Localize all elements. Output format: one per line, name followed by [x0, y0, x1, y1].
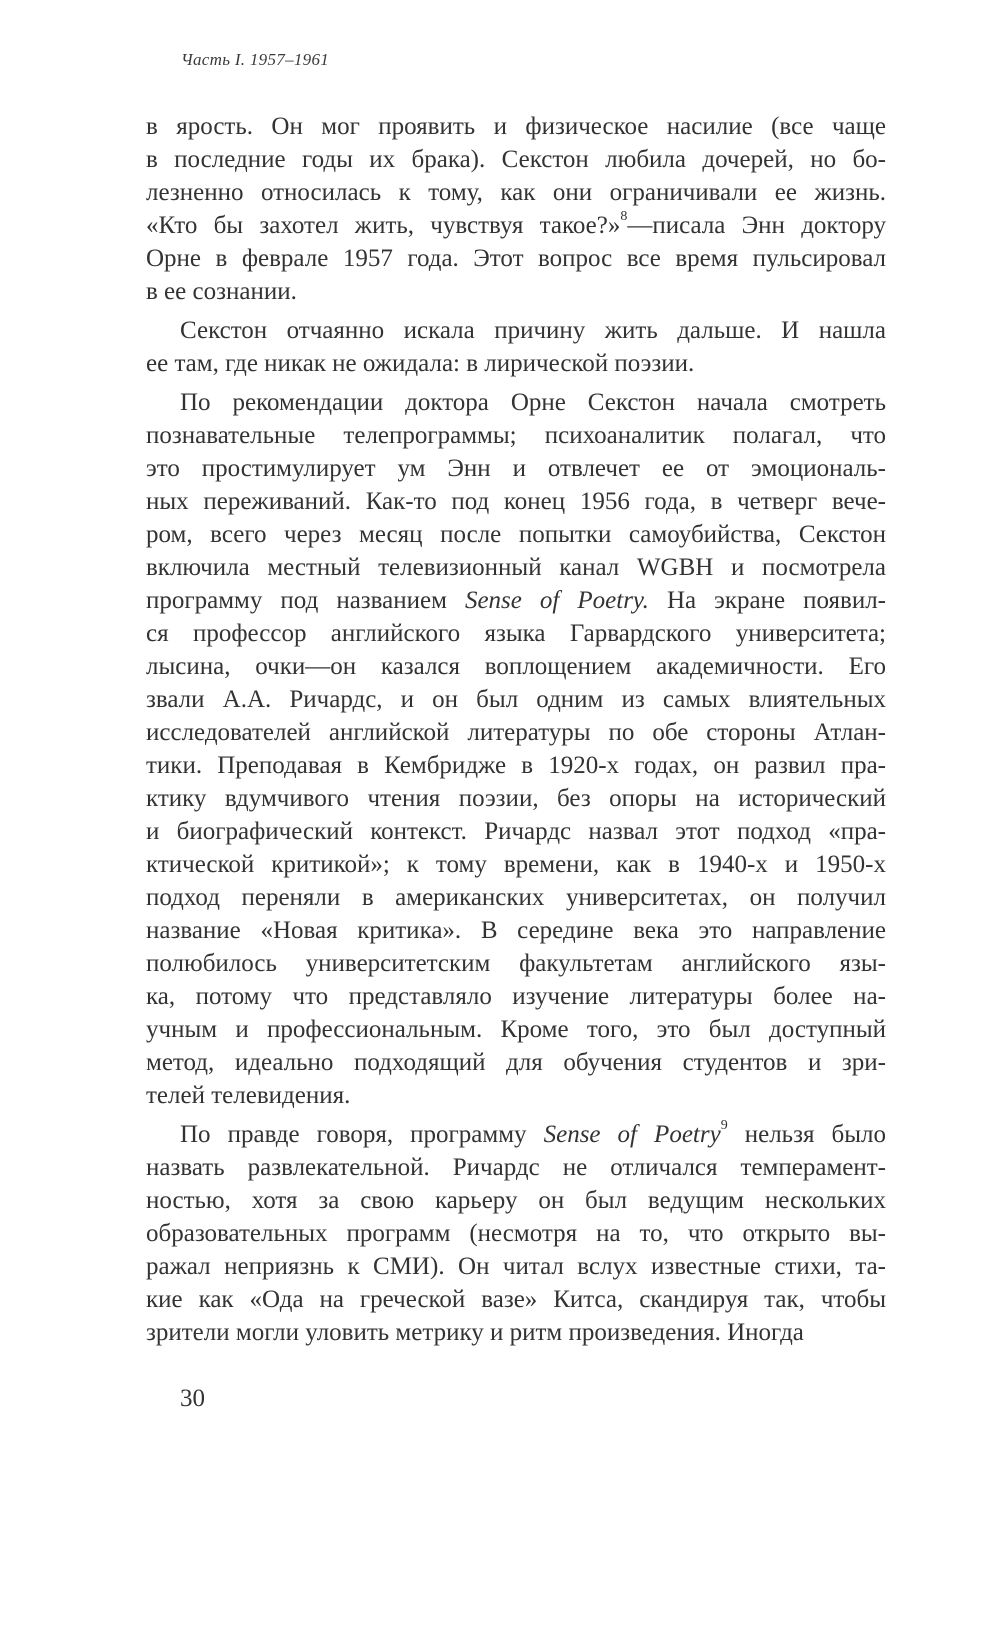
text-line: [146, 914, 886, 947]
text-run: ктику вдумчивого чтения поэзии, без опоры на исторический: [146, 785, 886, 812]
text-line: [146, 815, 886, 848]
text-line: [146, 1151, 886, 1184]
text-run: программу под названием: [146, 587, 465, 614]
text-run: По рекомендации доктора Орне Секстон начала смотреть: [180, 389, 886, 416]
text-line: [146, 551, 886, 584]
text-line: [146, 1079, 886, 1112]
text-run: включила местный телевизионный канал WGBH и посмотрела: [146, 554, 886, 581]
text-line: [146, 275, 886, 308]
text-run: тики. Преподавая в Кембридже в 1920-х годах, он развил пра-: [146, 752, 886, 779]
text-line: [146, 314, 886, 347]
text-line: [146, 143, 886, 176]
text-line: [146, 242, 886, 275]
text-run: ных переживаний. Как-то под конец 1956 года, в четверг вече-: [146, 488, 886, 515]
text-run: —писала Энн доктору: [627, 212, 886, 239]
body-text: [146, 110, 886, 1349]
text-run: ктической критикой»; к тому времени, как в 1940-х и 1950-х: [146, 851, 886, 878]
text-run: в ярость. Он мог проявить и физическое насилие (все чаще: [146, 113, 886, 140]
text-line: [146, 749, 886, 782]
text-line: [146, 848, 886, 881]
paragraph: [146, 314, 886, 380]
text-line: [146, 518, 886, 551]
text-line: [146, 419, 886, 452]
text-line: [146, 782, 886, 815]
text-line: [146, 1118, 886, 1151]
footnote-marker: 8: [620, 209, 628, 224]
text-run: в ее сознании.: [146, 278, 297, 305]
text-line: [146, 209, 886, 242]
text-line: [146, 947, 886, 980]
text-run: и биографический контекст. Ричардс назвал этот подход «пра-: [146, 818, 886, 845]
text-line: [146, 650, 886, 683]
text-run: ся профессор английского языка Гарвардского университета;: [146, 620, 886, 647]
italic-title: Sense of Poetry: [543, 1121, 721, 1148]
text-run: подход переняли в американских университетах, он получил: [146, 884, 886, 911]
text-run: ка, потому что представляло изучение литературы более на-: [146, 983, 886, 1010]
page-number: 30: [180, 1385, 205, 1412]
text-run: лезненно относилась к тому, как они ограничивали ее жизнь.: [146, 179, 886, 206]
running-head: Часть I. 1957–1961: [181, 50, 330, 69]
text-run: По правде говоря, программу: [180, 1121, 544, 1148]
text-run: ее там, где никак не ожидала: в лирической поэзии.: [146, 350, 695, 377]
text-run: образовательных программ (несмотря на то, что открыто вы-: [146, 1220, 886, 1247]
text-run: в последние годы их брака). Секстон любила дочерей, но бо-: [146, 146, 886, 173]
text-run: ром, всего через месяц после попытки самоубийства, Секстон: [146, 521, 886, 548]
text-run: метод, идеально подходящий для обучения студентов и зри-: [146, 1049, 886, 1076]
text-line: [146, 110, 886, 143]
text-line: [146, 617, 886, 650]
text-run: кие как «Ода на греческой вазе» Китса, скандируя так, чтобы: [146, 1286, 886, 1313]
text-run: полюбилось университетским факультетам английского язы-: [146, 950, 886, 977]
text-run: звали А.А. Ричардс, и он был одним из самых влиятельных: [146, 686, 886, 713]
text-run: познавательные телепрограммы; психоаналитик полагал, что: [146, 422, 886, 449]
text-line: [146, 683, 886, 716]
text-line: [146, 347, 886, 380]
text-line: [146, 386, 886, 419]
text-run: ностью, хотя за свою карьеру он был ведущим нескольких: [146, 1187, 886, 1214]
text-line: [146, 1316, 886, 1349]
text-run: назвать развлекательной. Ричардс не отличался темперамент-: [146, 1154, 886, 1181]
text-run: «Кто бы захотел жить, чувствуя такое?»: [146, 212, 621, 239]
text-line: [146, 1250, 886, 1283]
text-run: учным и профессиональным. Кроме того, это был доступный: [146, 1016, 886, 1043]
text-line: [146, 584, 886, 617]
footnote-marker: 9: [720, 1118, 728, 1133]
text-run: На экране появил-: [648, 587, 886, 614]
text-line: [146, 716, 886, 749]
text-line: [146, 980, 886, 1013]
text-line: [146, 1184, 886, 1217]
text-run: Орне в феврале 1957 года. Этот вопрос все время пульсировал: [146, 245, 886, 272]
paragraph: [146, 386, 886, 1112]
text-run: лысина, очки—он казался воплощением академичности. Его: [146, 653, 886, 680]
text-line: [146, 485, 886, 518]
italic-title: Sense of Poetry.: [464, 587, 649, 614]
text-run: нельзя было: [727, 1121, 886, 1148]
paragraph: [146, 110, 886, 308]
text-line: [146, 1217, 886, 1250]
text-run: Секстон отчаянно искала причину жить дальше. И нашла: [180, 317, 886, 344]
paragraph: [146, 1118, 886, 1349]
text-run: это простимулирует ум Энн и отвлечет ее от эмоциональ-: [146, 455, 886, 482]
text-run: ражал неприязнь к СМИ). Он читал вслух известные стихи, та-: [146, 1253, 886, 1280]
text-run: название «Новая критика». В середине века это направление: [146, 917, 886, 944]
text-run: зрители могли уловить метрику и ритм произведения. Иногда: [146, 1319, 804, 1346]
text-line: [146, 1013, 886, 1046]
text-run: телей телевидения.: [146, 1082, 351, 1109]
text-line: [146, 1283, 886, 1316]
text-run: исследователей английской литературы по обе стороны Атлан-: [146, 719, 886, 746]
text-line: [146, 881, 886, 914]
text-line: [146, 452, 886, 485]
text-line: [146, 176, 886, 209]
text-line: [146, 1046, 886, 1079]
